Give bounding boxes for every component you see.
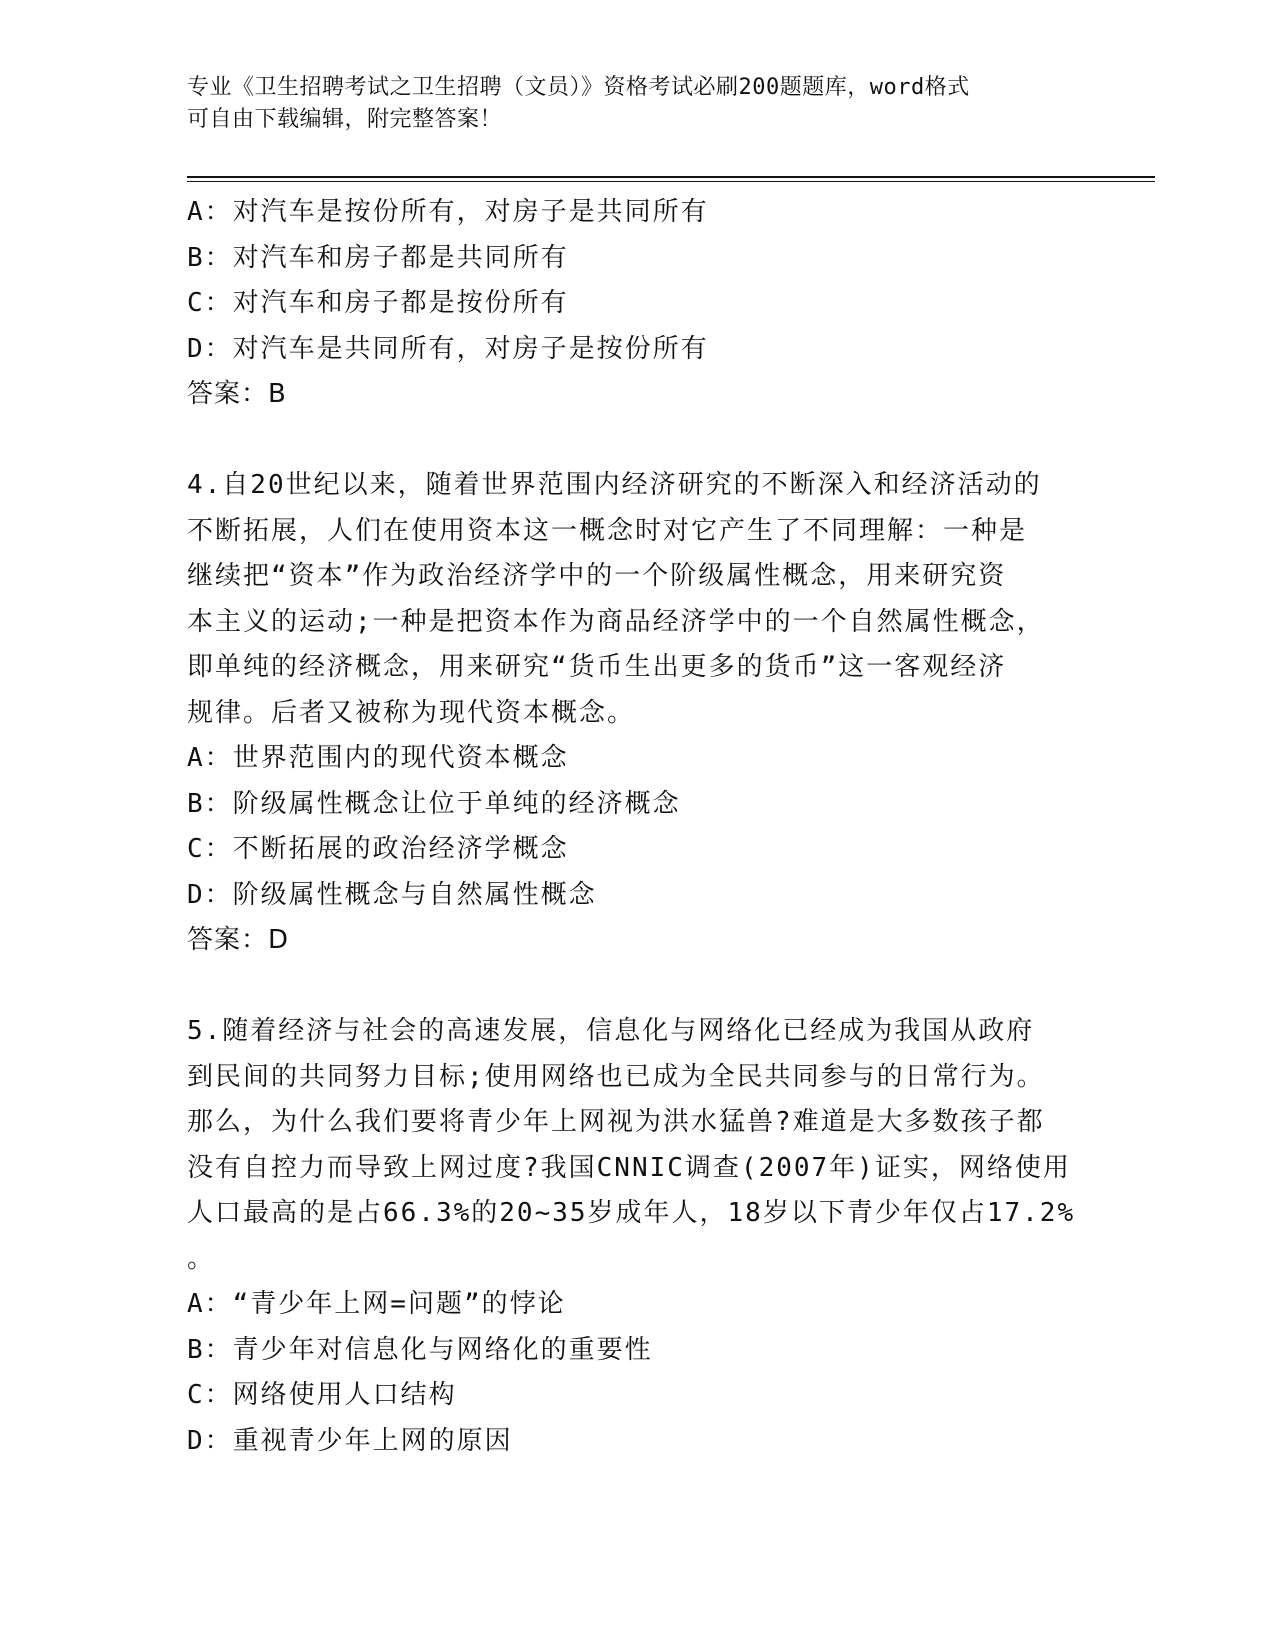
question-stem-line: 继续把“资本”作为政治经济学中的一个阶级属性概念，用来研究资 [187,561,1007,591]
header-line-2: 可自由下载编辑，附完整答案！ [187,107,503,132]
spacer [187,418,1087,464]
option-d: D：重视青少年上网的原因 [187,1425,513,1456]
document-body [187,190,1087,1464]
question-stem-line: 本主义的运动;一种是把资本作为商品经济学中的一个自然属性概念， [187,606,1045,637]
option-d: D：阶级属性概念与自然属性概念 [187,879,597,910]
question-stem-line: 。 [187,1243,216,1274]
question-stem-line: 人口最高的是占66.3%的20~35岁成年人，18岁以下青少年仅占17.2% [187,1198,1076,1228]
option-c: C：对汽车和房子都是按份所有 [187,288,569,318]
option-c: C：不断拓展的政治经济学概念 [187,834,569,864]
question-stem-line: 5.随着经济与社会的高速发展，信息化与网络化已经成为我国从政府 [187,1016,1035,1046]
question-stem-line: 4.自20世纪以来，随着世界范围内经济研究的不断深入和经济活动的 [187,470,1042,500]
question-stem-line: 即单纯的经济概念，用来研究“货币生出更多的货币”这一客观经济 [187,652,1007,682]
option-a: A：“青少年上网=问题”的悖论 [187,1289,566,1319]
header-divider-thick [187,176,1155,178]
option-a: A：对汽车是按份所有，对房子是共同所有 [187,197,709,227]
header-line-1: 专业《卫生招聘考试之卫生招聘（文员）》资格考试必刷200题题库，word格式 [187,75,970,100]
spacer [187,964,1087,1010]
question-5 [187,1009,1087,1464]
question-stem-line: 规律。后者又被称为现代资本概念。 [187,697,636,728]
option-b: B：青少年对信息化与网络化的重要性 [187,1334,653,1365]
question-3 [187,190,1087,418]
answer: 答案：B [187,379,287,409]
header-divider-thin [187,181,1155,182]
question-stem-line: 不断拓展，人们在使用资本这一概念时对它产生了不同理解：一种是 [187,515,1028,546]
option-a: A：世界范围内的现代资本概念 [187,743,569,773]
answer: 答案：D [187,925,290,955]
question-stem-line: 没有自控力而导致上网过度?我国CNNIC调查(2007年)证实，网络使用 [187,1152,1071,1183]
option-c: C：网络使用人口结构 [187,1380,457,1410]
question-4 [187,463,1087,964]
question-stem-line: 到民间的共同努力目标;使用网络也已成为全民共同参与的日常行为。 [187,1061,1045,1092]
option-b: B：对汽车和房子都是共同所有 [187,242,569,273]
option-b: B：阶级属性概念让位于单纯的经济概念 [187,788,681,819]
document-header [187,72,1087,136]
option-d: D：对汽车是共同所有，对房子是按份所有 [187,333,709,364]
question-stem-line: 那么，为什么我们要将青少年上网视为洪水猛兽?难道是大多数孩子都 [187,1107,1045,1137]
